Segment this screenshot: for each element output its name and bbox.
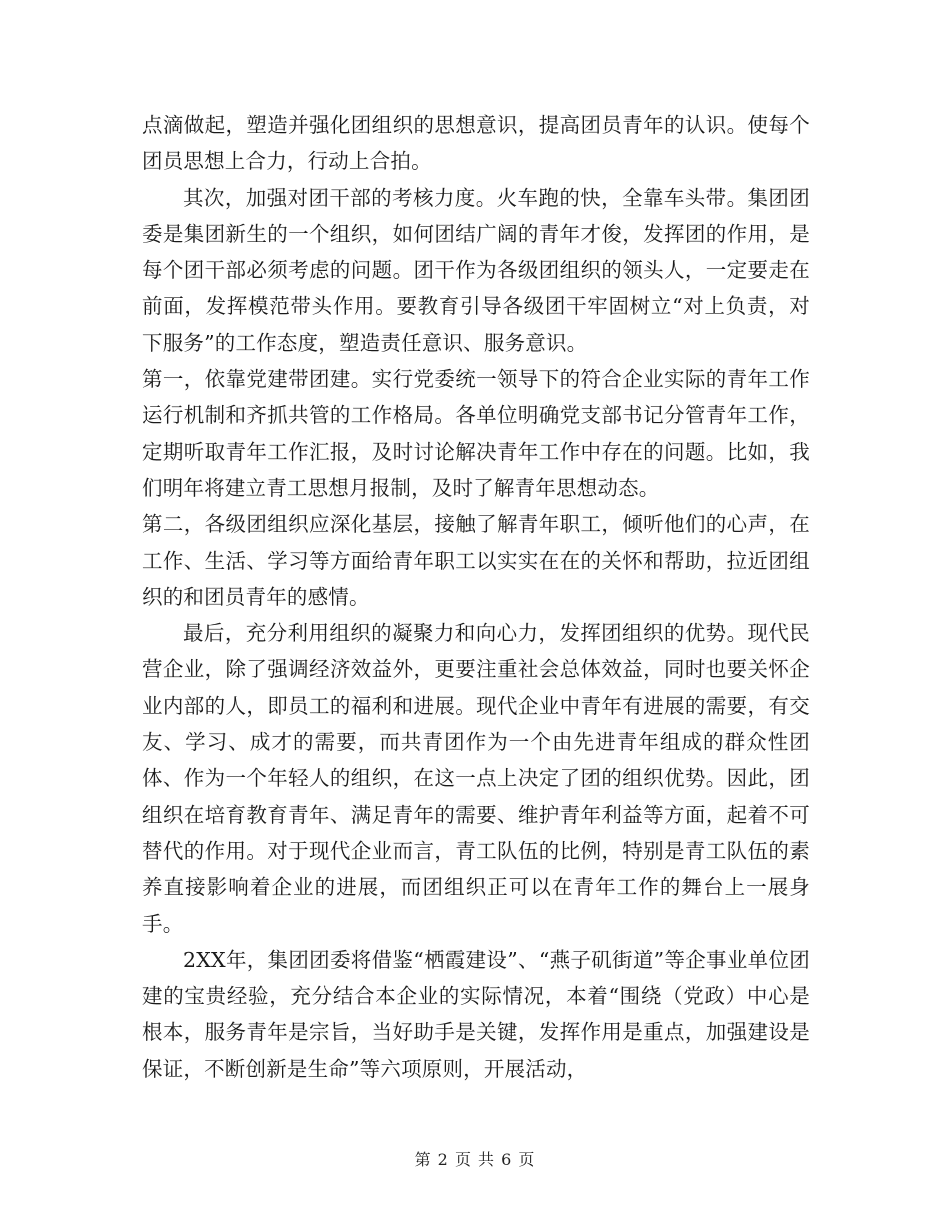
paragraph-finally: 最后，充分利用组织的凝聚力和向心力，发挥团组织的优势。现代民营企业，除了强调经济效益外，更要注重社会总体效益，同时也要关怀企业内部的人，即员工的福利和进展。现代企业中青年有进展的需要，有交友、学习、成才的需要，而共青团作为一个由先进青年组成的群众性团体、作为一个年轻人的组织，在这一点上决定了团的组织优势。因此，团组织在培育教育青年、满足青年的需要、维护青年利益等方面，起着不可替代的作用。对于现代企业而言，青工队伍的比例，特别是青工队伍的素养直接影响着企业的进展，而团组织正可以在青年工作的舞台上一展身手。 bbox=[142, 621, 810, 936]
paragraph-first-point: 第一，依靠党建带团建。实行党委统一领导下的符合企业实际的青年工作运行机制和齐抓共管的工作格局。各单位明确党支部书记分管青年工作，定期听取青年工作汇报，及时讨论解决青年工作中存在的问题。比如，我们明年将建立青工思想月报制，及时了解青年思想动态。 bbox=[142, 367, 810, 500]
paragraph-year-plan: 2XX年，集团团委将借鉴“栖霞建设”、“燕子矶街道”等企事业单位团建的宝贵经验，充分结合本企业的实际情况，本着“围绕（党政）中心是根本，服务青年是宗旨，当好助手是关键，发挥作用是重点，加强建设是保证，不断创新是生命”等六项原则，开展活动， bbox=[142, 947, 810, 1081]
paragraph-second-point: 第二，各级团组织应深化基层，接触了解青年职工，倾听他们的心声，在工作、生活、学习等方面给青年职工以实实在在的关怀和帮助，拉近团组织的和团员青年的感情。 bbox=[142, 512, 810, 609]
paragraph-secondly: 其次，加强对团干部的考核力度。火车跑的快，全靠车头带。集团团委是集团新生的一个组织，如何团结广阔的青年才俊，发挥团的作用，是每个团干部必须考虑的问题。团干作为各级团组织的领头人，一定要走在前面，发挥模范带头作用。要教育引导各级团干牢固树立“对上负责，对下服务”的工作态度，塑造责任意识、服务意识。 bbox=[142, 185, 810, 355]
paragraph-continuation: 点滴做起，塑造并强化团组织的思想意识，提高团员青年的认识。使每个团员思想上合力，行动上合拍。 bbox=[142, 113, 810, 174]
page-number-footer: 第 2 页 共 6 页 bbox=[414, 1150, 536, 1169]
document-body bbox=[142, 107, 810, 1087]
